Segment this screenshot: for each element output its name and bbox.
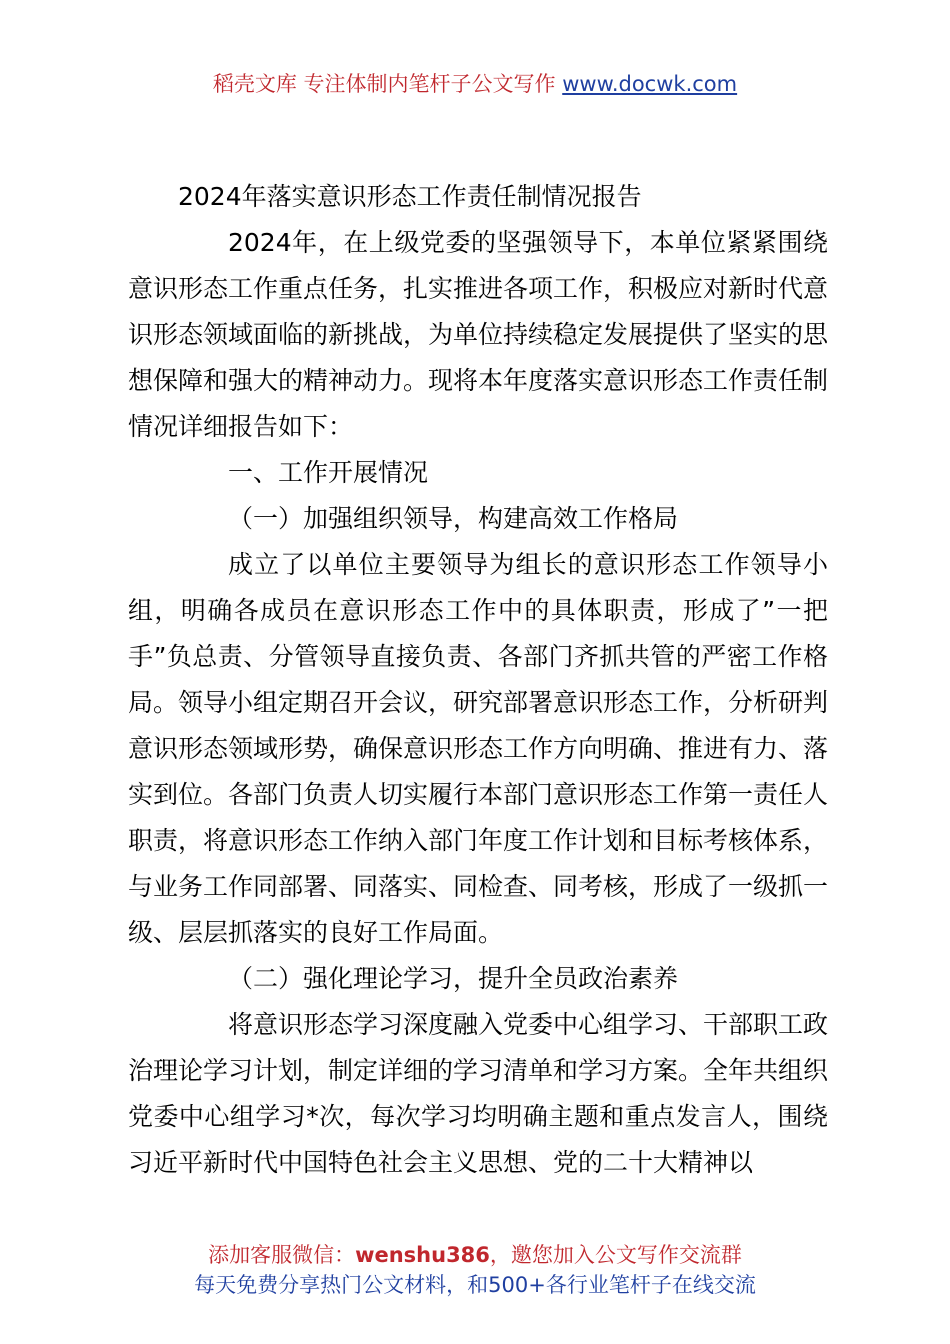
body-paragraph-1: 成立了以单位主要领导为组长的意识形态工作领导小组，明确各成员在意识形态工作中的具体职责，形成了”一把手”负总责、分管领导直接负责、各部门齐抓共管的严密工作格局。领导小组定期召开会议，研究部署意识形态工作，分析研判意识形态领域形势，确保意识形态工作方向明确、推进有力、落实到位。各部门负责人切实履行本部门意识形态工作第一责任人职责，将意识形态工作纳入部门年度工作计划和目标考核体系，与业务工作同部署、同落实、同检查、同考核，形成了一级抓一级、层层抓落实的良好工作局面。: [128, 550, 829, 947]
section-heading-1: 一、工作开展情况: [228, 458, 429, 487]
document-title: 2024年落实意识形态工作责任制情况报告: [178, 182, 642, 211]
footer-contact-prefix: 添加客服微信：: [208, 1243, 356, 1267]
header-url-link[interactable]: www.docwk.com: [562, 72, 738, 96]
subsection-heading-1: （一）加强组织领导，构建高效工作格局: [228, 504, 679, 533]
subsection-heading-2: （二）强化理论学习，提升全员政治素养: [228, 964, 679, 993]
intro-paragraph: 2024年，在上级党委的坚强领导下，本单位紧紧围绕意识形态工作重点任务，扎实推进各项工作，积极应对新时代意识形态领域面临的新挑战，为单位持续稳定发展提供了坚实的思想保障和强大的精神动力。现将本年度落实意识形态工作责任制情况详细报告如下：: [128, 228, 829, 441]
footer-wechat-id: wenshu386: [355, 1243, 490, 1267]
footer-share-line: 每天免费分享热门公文材料，和500+各行业笔杆子在线交流: [194, 1273, 756, 1297]
header-brand-text: 稻壳文库 专注体制内笔杆子公文写作: [212, 72, 563, 96]
page-header: [0, 68, 950, 100]
footer-contact-line: [0, 1240, 950, 1270]
page-footer: [0, 1240, 950, 1300]
body-paragraph-2: 将意识形态学习深度融入党委中心组学习、干部职工政治理论学习计划，制定详细的学习清单和学习方案。全年共组织党委中心组学习*次，每次学习均明确主题和重点发言人，围绕习近平新时代中国特色社会主义思想、党的二十大精神以: [128, 1010, 829, 1177]
footer-contact-suffix: ，邀您加入公文写作交流群: [489, 1243, 742, 1267]
document-body: [128, 174, 828, 1186]
